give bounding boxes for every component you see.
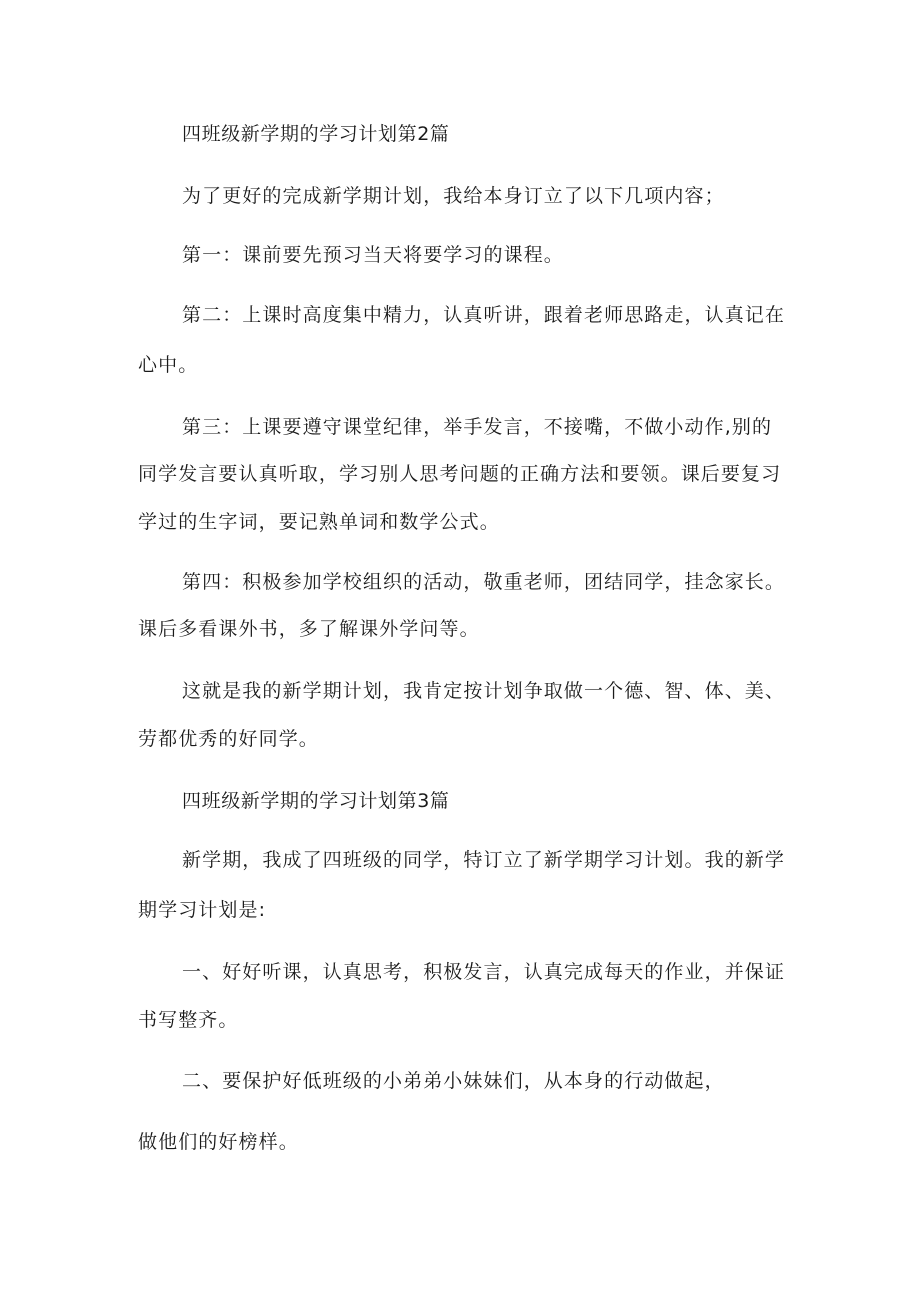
plan-item-1-line-2: 书写整齐。 <box>138 1009 239 1031</box>
section-3-intro-line-2: 期学习计划是: <box>138 899 267 921</box>
item-2-line-2: 心中。 <box>138 354 199 376</box>
section-3-title: 四班级新学期的学习计划第3篇 <box>182 790 450 812</box>
plan-item-1-line-1: 一、好好听课，认真思考，积极发言，认真完成每天的作业，并保证 <box>182 961 786 983</box>
item-3-line-3: 学过的生字词，要记熟单词和数学公式。 <box>138 511 500 533</box>
item-2-line-1: 第二：上课时高度集中精力，认真听讲，跟着老师思路走，认真记在 <box>182 304 786 326</box>
item-4-line-1: 第四：积极参加学校组织的活动，敬重老师，团结同学，挂念家长。 <box>182 571 786 593</box>
conclusion-line-2: 劳都优秀的好同学。 <box>138 728 319 750</box>
section-3-intro-line-1: 新学期，我成了四班级的同学，特订立了新学期学习计划。我的新学 <box>182 849 786 871</box>
item-4-line-2: 课后多看课外书，多了解课外学问等。 <box>138 618 480 640</box>
plan-item-2-line-2: 做他们的好榜样。 <box>138 1131 299 1153</box>
section-2-title: 四班级新学期的学习计划第2篇 <box>182 123 450 145</box>
plan-item-2-line-1: 二、要保护好低班级的小弟弟小妹妹们，从本身的行动做起， <box>182 1070 725 1092</box>
item-1: 第一：课前要先预习当天将要学习的课程。 <box>182 244 564 266</box>
conclusion-line-1: 这就是我的新学期计划，我肯定按计划争取做一个德、智、体、美、 <box>182 680 786 702</box>
section-2-intro: 为了更好的完成新学期计划，我给本身订立了以下几项内容； <box>182 185 725 207</box>
item-3-line-2: 同学发言要认真听取，学习别人思考问题的正确方法和要领。课后要复习 <box>138 463 782 485</box>
item-3-line-1: 第三：上课要遵守课堂纪律，举手发言，不接嘴，不做小动作,别的 <box>182 416 773 438</box>
